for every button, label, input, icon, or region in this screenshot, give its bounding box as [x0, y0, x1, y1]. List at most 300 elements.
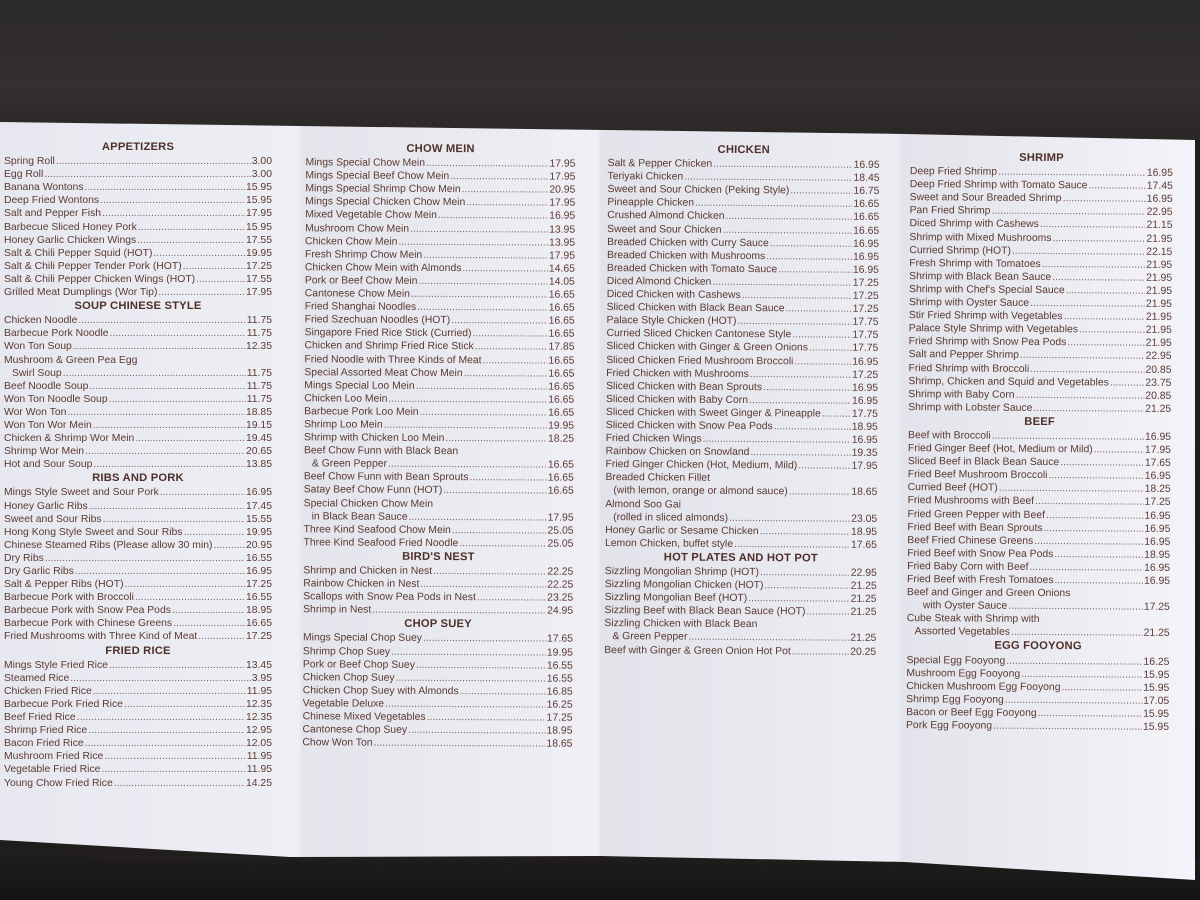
- menu-item: [4, 604, 272, 617]
- menu-item-name: Swirl Soup: [12, 367, 62, 379]
- menu-panel-3: [604, 142, 880, 659]
- dot-leader: [737, 315, 851, 329]
- menu-item-price: 22.95: [1145, 351, 1172, 363]
- menu-item: [4, 168, 272, 181]
- menu-item-price: 17.45: [1146, 180, 1173, 193]
- dot-leader: [734, 538, 850, 552]
- dot-leader: [420, 406, 548, 420]
- dot-leader: [475, 341, 548, 354]
- dot-leader: [153, 247, 245, 260]
- menu-item-price: 22.25: [547, 579, 574, 591]
- dot-leader: [438, 209, 548, 223]
- menu-item-name: Palace Style Shrimp with Vegetables: [908, 323, 1079, 336]
- menu-item-price: 17.95: [549, 171, 576, 183]
- menu-item-price: 16.95: [1144, 536, 1171, 548]
- menu-item-name: & Green Pepper: [311, 458, 388, 470]
- dot-leader: [445, 432, 547, 446]
- menu-item-price: 3.00: [251, 169, 272, 181]
- menu-item-name: Shrimp with Baby Corn: [908, 388, 1015, 401]
- menu-item-price: 16.65: [853, 225, 880, 237]
- menu-item-name: Cube Steak with Shrimp with: [906, 613, 1040, 626]
- dot-leader: [183, 526, 245, 539]
- menu-item-price: 17.25: [852, 290, 879, 302]
- menu-item-price: 18.85: [245, 406, 272, 418]
- menu-item: [4, 591, 272, 604]
- menu-item-price: 21.95: [1146, 233, 1173, 245]
- menu-item: [4, 247, 272, 260]
- dot-leader: [77, 711, 245, 724]
- menu-item-price: 15.95: [1142, 721, 1170, 733]
- menu-item-price: 21.25: [850, 593, 877, 606]
- menu-item-name: Special Assorted Meat Chow Mein: [304, 366, 463, 379]
- menu-item-price: 16.95: [852, 356, 879, 368]
- menu-item-name: Mushroom Chow Mein: [305, 222, 410, 235]
- dot-leader: [88, 724, 245, 737]
- menu-item: [4, 458, 272, 471]
- menu-item-name: Sliced Chicken with Black Bean Sauce: [606, 302, 785, 315]
- menu-item-price: 11.95: [246, 751, 272, 763]
- dot-leader: [1012, 244, 1145, 258]
- dot-leader: [764, 579, 849, 593]
- menu-item-name: Won Ton Soup: [4, 341, 72, 353]
- menu-item-name: Assorted Vegetables: [914, 626, 1011, 639]
- dot-leader: [103, 513, 245, 526]
- menu-item-price: 17.65: [850, 539, 878, 551]
- menu-item-price: 19.35: [851, 447, 878, 460]
- menu-item-name: Shrimp in Nest: [303, 604, 372, 616]
- menu-item-name: Barbecue Pork Noodle: [4, 328, 109, 340]
- menu-item-price: 17.65: [546, 634, 574, 646]
- menu-item-price: 16.65: [548, 355, 575, 367]
- menu-item: [4, 221, 272, 234]
- dot-leader: [1110, 376, 1145, 389]
- menu-item-price: 16.25: [546, 699, 573, 711]
- dot-leader: [1054, 548, 1143, 562]
- dot-leader: [85, 737, 245, 750]
- menu-item-price: 15.95: [245, 195, 272, 207]
- menu-item-name: Fried Ginger Chicken (Hot, Medium, Mild): [605, 459, 798, 472]
- menu-item-price: 17.25: [546, 712, 573, 724]
- dot-leader: [785, 302, 851, 316]
- menu-item-name: Bacon or Beef Egg Fooyong: [906, 707, 1037, 719]
- menu-item-price: 16.95: [1144, 562, 1171, 574]
- menu-item-price: 17.95: [548, 250, 576, 262]
- menu-item-price: 19.95: [546, 647, 573, 659]
- menu-item-price: 3.00: [251, 156, 272, 168]
- dot-leader: [93, 458, 245, 471]
- menu-item-price: 17.25: [852, 277, 879, 289]
- dot-leader: [56, 155, 251, 168]
- menu-item-name: Mings Special Shrimp Chow Mein: [305, 183, 461, 196]
- menu-item-price: 16.95: [1144, 523, 1171, 535]
- menu-item-name: Fried Beef with Snow Pea Pods: [907, 547, 1054, 560]
- menu-item-price: 18.95: [245, 605, 272, 617]
- menu-item-name: Chicken Fried Rice: [4, 685, 92, 697]
- menu-item-name: Deep Fried Wontons: [4, 195, 100, 207]
- menu-item-name: Fried Beef with Bean Sprouts: [907, 521, 1043, 534]
- menu-item-name: Sliced Chicken with Snow Pea Pods: [605, 420, 773, 433]
- menu-item-name: Chinese Mixed Vegetables: [302, 711, 426, 723]
- menu-item-price: 16.55: [546, 673, 573, 685]
- dot-leader: [688, 631, 849, 645]
- menu-item-name: Sweet and Sour Breaded Shrimp: [909, 192, 1062, 205]
- menu-item-price: 12.95: [245, 725, 272, 737]
- menu-item-name: Fried Baby Corn with Beef: [907, 560, 1029, 573]
- menu-item-name: Egg Roll: [4, 169, 44, 181]
- dot-leader: [1079, 323, 1145, 337]
- dot-leader: [749, 394, 851, 408]
- dot-leader: [472, 327, 547, 340]
- menu-item-price: 21.25: [850, 607, 877, 619]
- dot-leader: [778, 263, 852, 277]
- menu-item: [4, 367, 272, 380]
- menu-panel-4: [906, 150, 1173, 734]
- menu-item-price: 16.65: [548, 368, 575, 380]
- menu-item-name: Curried Beef (HOT): [907, 482, 998, 495]
- menu-item-name: Cantonese Chop Suey: [302, 724, 408, 736]
- menu-item-name: Mushroom Egg Fooyong: [906, 667, 1021, 680]
- menu-item-price: 21.25: [850, 580, 877, 593]
- menu-item-price: 16.55: [546, 660, 573, 672]
- dot-leader: [999, 482, 1144, 496]
- menu-item-price: 20.95: [549, 184, 576, 196]
- dot-leader: [423, 632, 546, 646]
- menu-item: [303, 604, 573, 619]
- menu-item: [4, 194, 272, 207]
- dot-leader: [125, 578, 245, 591]
- dot-leader: [109, 659, 245, 672]
- menu-item-price: 14.05: [548, 276, 575, 288]
- menu-item: [4, 273, 272, 286]
- dot-leader: [1044, 522, 1144, 536]
- menu-item-price: 19.95: [548, 420, 575, 432]
- menu-item-name: Mings Special Loo Mein: [304, 379, 415, 392]
- menu-item-price: 17.75: [852, 330, 879, 342]
- menu-item-price: 11.75: [246, 380, 272, 392]
- menu-item-name: Beef and Ginger and Green Onions: [906, 587, 1071, 600]
- dot-leader: [385, 698, 546, 712]
- menu-item-price: 21.95: [1145, 324, 1172, 337]
- menu-item: [4, 432, 272, 445]
- menu-item: [4, 617, 272, 630]
- dot-leader: [44, 168, 250, 181]
- menu-item-name: Scallops with Snow Pea Pods in Nest: [303, 591, 476, 604]
- menu-item: [604, 644, 876, 659]
- menu-item-price: 17.25: [852, 303, 879, 316]
- dot-leader: [443, 484, 546, 498]
- menu-item-name: Beef Fried Chinese Greens: [907, 534, 1034, 547]
- menu-item-name: Mings Special Beef Chow Mein: [305, 170, 450, 183]
- menu-item-price: 11.95: [246, 685, 272, 697]
- menu-item-price: 14.25: [245, 777, 272, 789]
- menu-item-price: 18.95: [851, 526, 878, 538]
- menu-item-name: Chicken & Shrimp Wor Mein: [4, 433, 135, 445]
- menu-item-name: (rolled in sliced almonds): [613, 511, 729, 524]
- menu-item-name: Deep Fried Shrimp with Tomato Sauce: [909, 179, 1088, 192]
- menu-item-name: Special Chicken Chow Mein: [303, 497, 434, 510]
- dot-leader: [790, 185, 852, 199]
- menu-item-name: Salt & Pepper Ribs (HOT): [4, 579, 124, 591]
- menu-item-price: 17.95: [547, 512, 574, 524]
- menu-item: [906, 719, 1169, 734]
- menu-item: [4, 630, 272, 643]
- menu-item-name: Curried Sliced Chicken Cantonese Style: [606, 328, 792, 341]
- menu-item-name: Barbecue Pork Fried Rice: [4, 698, 123, 710]
- menu-item-price: 25.05: [547, 525, 574, 537]
- menu-item-price: 19.15: [245, 419, 272, 431]
- dot-leader: [408, 724, 545, 738]
- menu-item-price: 16.85: [546, 686, 573, 698]
- menu-item-name: Barbecue Pork with Chinese Greens: [4, 618, 173, 630]
- menu-item-price: 16.65: [853, 212, 880, 224]
- dot-leader: [124, 698, 245, 711]
- menu-item-price: 13.85: [245, 459, 272, 471]
- dot-leader: [160, 486, 245, 499]
- menu-item-name: Beef Chow Funn with Black Bean: [303, 445, 459, 458]
- menu-item-name: Pork or Beef Chop Suey: [302, 658, 415, 671]
- dot-leader: [760, 566, 850, 580]
- dot-leader: [998, 166, 1146, 180]
- dot-leader: [798, 460, 850, 473]
- menu-item-price: 20.95: [245, 539, 272, 551]
- menu-item-name: Salt and Pepper Shrimp: [908, 349, 1019, 362]
- dot-leader: [408, 510, 546, 524]
- dot-leader: [1030, 362, 1144, 376]
- menu-item-name: Breaded Chicken with Tomato Sauce: [606, 262, 778, 276]
- dot-leader: [396, 672, 546, 686]
- menu-item-name: Cantonese Chow Mein: [304, 288, 410, 300]
- menu-item-name: Fried Chicken Wings: [605, 433, 702, 445]
- menu-item-name: Pineapple Chicken: [607, 197, 695, 210]
- section-title-appetizers: APPETIZERS: [101, 141, 175, 153]
- menu-item-name: Lemon Chicken, buffet style: [604, 537, 734, 550]
- menu-item-price: 12.35: [245, 712, 272, 724]
- menu-item-price: 16.95: [853, 238, 880, 250]
- menu-item-name: Barbecue Sliced Honey Pork: [4, 221, 137, 233]
- menu-item: [4, 513, 272, 526]
- menu-item: [4, 737, 272, 750]
- menu-item-name: Shrimp with Chicken Loo Mein: [304, 432, 445, 445]
- menu-item-price: 25.05: [547, 538, 574, 550]
- menu-item-name: Breaded Chicken with Mushrooms: [606, 249, 766, 262]
- dot-leader: [1066, 284, 1145, 298]
- dot-leader: [398, 235, 548, 249]
- menu-item-name: Mings Special Chow Mein: [305, 157, 426, 170]
- menu-item-price: 16.95: [851, 434, 878, 447]
- menu-item-name: Mings Style Fried Rice: [4, 659, 108, 671]
- menu-item-name: Chicken Chow Mein: [305, 235, 398, 248]
- dot-leader: [723, 223, 853, 237]
- menu-item-name: Three Kind Seafood Fried Noodle: [303, 537, 459, 549]
- menu-item-name: Singapore Fried Rice Stick (Curried): [304, 327, 472, 340]
- menu-item-name: Shrimp with Lobster Sauce: [908, 401, 1033, 414]
- dot-leader: [703, 433, 851, 447]
- menu-item-name: Shrimp with Oyster Sauce: [908, 297, 1030, 309]
- dot-leader: [173, 617, 245, 630]
- dot-leader: [78, 314, 245, 327]
- dot-leader: [75, 565, 245, 578]
- menu-item-name: Teriyaki Chicken: [607, 171, 684, 183]
- section-title-ribs-and-pork: RIBS AND PORK: [92, 472, 184, 485]
- menu-item-name: Sweet and Sour Chicken: [607, 223, 722, 236]
- dot-leader: [1052, 232, 1145, 246]
- menu-item-name: Shrimp with Mixed Mushrooms: [909, 231, 1052, 244]
- menu-item-price: 20.85: [1145, 364, 1172, 376]
- menu-item-price: 15.95: [1143, 669, 1170, 681]
- menu-item-name: Sliced Chicken with Sweet Ginger & Pineapple: [605, 406, 821, 420]
- menu-item: [4, 155, 272, 168]
- section-title-chop-suey: CHOP SUEY: [404, 618, 472, 631]
- dot-leader: [766, 250, 852, 264]
- menu-item-price: 18.95: [546, 725, 573, 737]
- menu-item-name: Fried Mushrooms with Beef: [907, 495, 1035, 508]
- menu-item-price: 16.65: [548, 407, 575, 419]
- menu-item: [4, 419, 272, 432]
- dot-leader: [417, 301, 548, 315]
- menu-item-name: Salt & Pepper Chicken: [607, 158, 713, 170]
- menu-item-price: 20.65: [245, 446, 272, 458]
- menu-item-name: Bacon Fried Rice: [4, 738, 84, 750]
- menu-item-price: 21.95: [1145, 298, 1173, 310]
- dot-leader: [1034, 535, 1143, 549]
- menu-item-price: 15.95: [245, 182, 272, 194]
- menu-item-price: 16.95: [852, 251, 880, 263]
- menu-item-price: 11.75: [246, 328, 272, 340]
- menu-item-price: 16.95: [245, 566, 272, 577]
- dot-leader: [695, 197, 852, 211]
- menu-item-name: Fried Green Pepper with Beef: [907, 508, 1045, 521]
- menu-item-price: 17.55: [245, 234, 272, 246]
- dot-leader: [770, 237, 852, 251]
- menu-item-name: Vegetable Fried Rice: [4, 764, 101, 776]
- menu-item-name: Chicken Noodle: [4, 315, 78, 327]
- dot-leader: [138, 221, 245, 234]
- menu-panel-2: [302, 141, 575, 751]
- menu-item-name: Honey Garlic or Sesame Chicken: [605, 524, 759, 537]
- menu-item-name: Satay Beef Chow Funn (HOT): [303, 484, 443, 497]
- menu-item-price: 12.05: [245, 738, 272, 750]
- menu-item-name: Young Chow Fried Rice: [4, 777, 113, 789]
- menu-item-price: 16.95: [549, 211, 576, 223]
- menu-item-name: Rainbow Chicken in Nest: [303, 578, 420, 590]
- menu-item-price: 20.25: [850, 646, 877, 658]
- menu-item-name: Fresh Shrimp with Tomatoes: [909, 257, 1041, 270]
- menu-item-price: 16.65: [548, 289, 575, 301]
- menu-item-name: Special Egg Fooyong: [906, 654, 1006, 667]
- section-title-hot-plates-and-hot-pot: HOT PLATES AND HOT POT: [663, 551, 819, 565]
- dot-leader: [426, 157, 549, 171]
- menu-item: [302, 737, 572, 752]
- menu-item-name: Shrimp with Black Bean Sauce: [909, 270, 1052, 283]
- dot-leader: [411, 288, 548, 302]
- menu-item-name: Honey Garlic Chicken Wings: [4, 234, 137, 246]
- menu-item-price: 16.95: [1144, 431, 1172, 443]
- menu-item-name: Mushroom Fried Rice: [4, 751, 104, 763]
- menu-item-name: Wor Won Ton: [4, 406, 67, 418]
- menu-item-price: 14.65: [548, 263, 575, 275]
- menu-item-price: 17.25: [1144, 497, 1171, 509]
- dot-leader: [822, 407, 851, 420]
- dot-leader: [684, 171, 852, 185]
- menu-item: [4, 314, 272, 327]
- menu-item-name: Hot and Sour Soup: [4, 459, 93, 471]
- menu-item-price: 16.95: [1146, 194, 1173, 206]
- menu-item: [4, 406, 272, 419]
- dot-leader: [420, 578, 546, 592]
- dot-leader: [1054, 574, 1143, 588]
- wooden-table-top: [0, 0, 1200, 140]
- menu-item-name: Chicken Chop Suey with Almonds: [302, 685, 459, 697]
- dot-leader: [466, 197, 548, 211]
- menu-item-name: Chicken Mushroom Egg Fooyong: [906, 680, 1061, 693]
- dot-leader: [85, 181, 245, 194]
- menu-item: [4, 659, 272, 672]
- dot-leader: [196, 273, 245, 286]
- dot-leader: [763, 381, 851, 395]
- menu-item-price: 16.65: [245, 618, 272, 630]
- menu-item-price: 16.95: [852, 264, 879, 276]
- menu-item-price: 13.45: [245, 659, 272, 671]
- menu-item-name: Sizzling Beef with Black Bean Sauce (HOT): [604, 605, 806, 618]
- menu-item-name: Sweet and Sour Chicken (Peking Style): [607, 184, 790, 197]
- dot-leader: [114, 777, 245, 790]
- menu-item-price: 19.45: [245, 433, 272, 445]
- dot-leader: [410, 222, 548, 236]
- menu-item-price: 17.95: [245, 287, 272, 299]
- menu-item: [4, 207, 272, 220]
- dot-leader: [1063, 192, 1146, 206]
- menu-item-name: Almond Soo Gai: [605, 498, 681, 511]
- dot-leader: [100, 194, 245, 207]
- dot-leader: [748, 592, 849, 606]
- dot-leader: [993, 720, 1142, 734]
- menu-item-price: 22.95: [1146, 207, 1173, 219]
- menu-item-price: 15.55: [245, 513, 272, 525]
- menu-item-name: Salt & Chili Pepper Tender Pork (HOT): [4, 260, 182, 272]
- menu-item-name: Dry Garlic Ribs: [4, 566, 74, 577]
- menu-item-price: 17.85: [548, 341, 575, 354]
- dot-leader: [101, 763, 245, 776]
- menu-item-price: 16.65: [548, 315, 575, 327]
- menu-item-price: 17.25: [852, 369, 879, 381]
- dot-leader: [760, 525, 850, 539]
- menu-item-name: Fried Shanghai Noodles: [304, 301, 417, 314]
- menu-item-price: 16.55: [245, 592, 272, 604]
- section-title-bird-s-nest: BIRD'S NEST: [402, 550, 475, 564]
- menu-item-name: with Oyster Sauce: [922, 600, 1008, 612]
- dot-leader: [93, 685, 246, 698]
- menu-item-price: 17.25: [245, 631, 272, 643]
- menu-item-price: 17.65: [1144, 457, 1171, 470]
- dot-leader: [992, 430, 1144, 444]
- menu-item-price: 16.25: [1143, 656, 1170, 668]
- dot-leader: [70, 672, 251, 685]
- menu-item-name: Sizzling Chicken with Black Bean: [604, 618, 758, 631]
- menu-item-name: Beef Chow Funn with Bean Sprouts: [303, 471, 469, 484]
- menu-item-price: 16.55: [245, 552, 272, 564]
- menu-item: [4, 181, 272, 194]
- dot-leader: [460, 685, 546, 699]
- dot-leader: [172, 604, 245, 617]
- menu-item-name: Won Ton Noodle Soup: [4, 393, 108, 405]
- menu-item-price: 19.95: [245, 247, 272, 259]
- menu-item-price: 17.75: [851, 408, 878, 420]
- menu-item-price: 21.15: [1146, 220, 1173, 232]
- menu-item-name: Shrimp Chop Suey: [302, 645, 391, 658]
- menu-item-price: 3.95: [251, 672, 272, 684]
- menu-item-name: Hong Kong Style Sweet and Sour Ribs: [4, 526, 183, 538]
- menu-item-price: 23.25: [547, 592, 574, 604]
